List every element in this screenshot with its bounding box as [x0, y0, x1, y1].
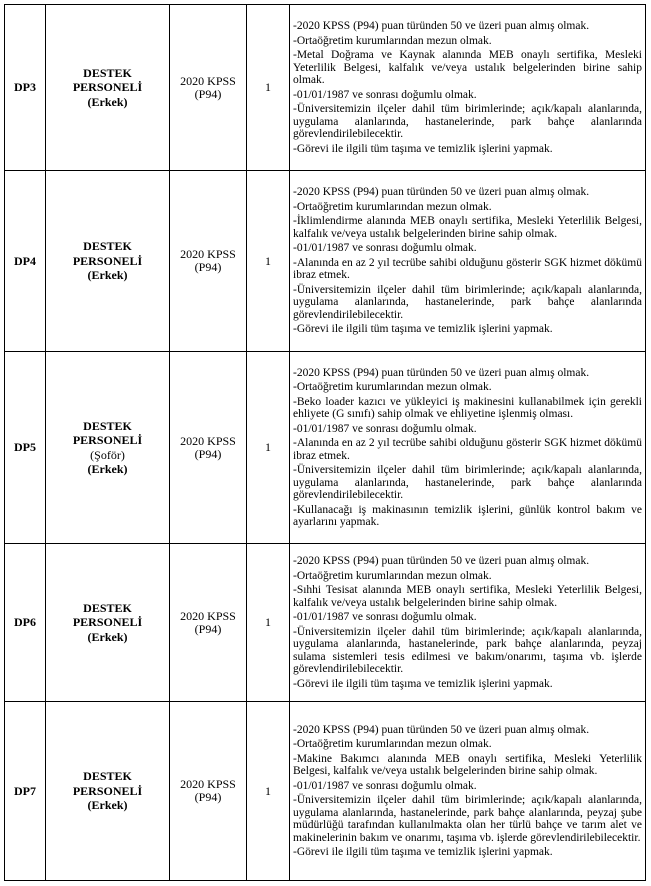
requirement-item: -İklimlendirme alanında MEB onaylı sertifika, Mesleki Yeterlilik Belgesi, kalfalık ve/veya ustalık belgelerinden birine sahip olmak. [293, 215, 642, 240]
exam-type-line2: (P94) [194, 621, 222, 636]
requirement-item: -Sıhhi Tesisat alanında MEB onaylı sertifika, Mesleki Yeterlilik Belgesi, kalfalık ve/veya ustalık belgelerinden birine sahip olmak. [293, 584, 642, 609]
exam-type-line2: (P94) [194, 86, 222, 101]
position-title [46, 171, 170, 352]
position-code: DP4 [5, 171, 46, 352]
requirement-item: -Ortaöğretim kurumlarından mezun olmak. [293, 34, 492, 47]
position-title-gender: (Erkek) [87, 629, 128, 644]
position-title-line1: DESTEK [83, 600, 132, 615]
exam-type-line2: (P94) [194, 446, 222, 461]
position-row [5, 702, 646, 881]
requirements-cell [290, 352, 646, 544]
requirements-cell [290, 171, 646, 352]
requirement-item: -Ortaöğretim kurumlarından mezun olmak. [293, 381, 492, 393]
position-count: 1 [247, 5, 290, 171]
exam-type [170, 702, 247, 881]
requirements-cell [290, 5, 646, 171]
position-title-gender: (Erkek) [87, 268, 128, 283]
positions-table-body [5, 5, 646, 881]
position-title-line1: DESTEK [83, 239, 132, 254]
position-title-line2: PERSONELİ [72, 615, 143, 630]
requirement-item: -Görevi ile ilgili tüm taşıma ve temizlik işlerini yapmak. [293, 677, 553, 690]
position-count: 1 [247, 702, 290, 881]
requirement-item: -01/01/1987 ve sonrası doğumlu olmak. [293, 88, 477, 101]
requirement-item: -2020 KPSS (P94) puan türünden 50 ve üzeri puan almış olmak. [293, 366, 590, 379]
position-code: DP5 [5, 352, 46, 544]
position-title-line1: DESTEK [83, 65, 132, 80]
position-title-line1: DESTEK [83, 418, 132, 433]
position-title [46, 352, 170, 544]
position-count: 1 [247, 544, 290, 702]
requirement-item: -2020 KPSS (P94) puan türünden 50 ve üzeri puan almış olmak. [293, 723, 590, 736]
requirement-item: -01/01/1987 ve sonrası doğumlu olmak. [293, 611, 477, 623]
requirement-item: -Üniversitemizin ilçeler dahil tüm birimlerinde; açık/kapalı alanlarında, uygulama alanlarında, hastanelerinde, park bahçe alanlarında görevlendirilebilecektir. [293, 464, 642, 501]
requirement-item: -2020 KPSS (P94) puan türünden 50 ve üzeri puan almış olmak. [293, 555, 590, 567]
position-code: DP3 [5, 5, 46, 171]
position-count: 1 [247, 171, 290, 352]
requirement-item: -01/01/1987 ve sonrası doğumlu olmak. [293, 422, 477, 435]
position-title-line2: PERSONELİ [72, 433, 143, 447]
requirement-item: -Görevi ile ilgili tüm taşıma ve temizlik işlerini yapmak. [293, 142, 553, 155]
requirement-item: -01/01/1987 ve sonrası doğumlu olmak. [293, 779, 477, 792]
requirement-item: -Alanında en az 2 yıl tecrübe sahibi olduğunu gösterir SGK hizmet dökümü ibraz etmek. [293, 256, 642, 282]
requirement-item: -Görevi ile ilgili tüm taşıma ve temizlik işlerini yapmak. [293, 846, 553, 858]
requirement-item: -Üniversitemizin ilçeler dahil tüm birimlerinde; açık/kapalı alanlarında, uygulama alanlarında, hastanelerinde, park bahçe alanlarında görevlendirilebilecektir. [293, 283, 642, 321]
exam-type-line1: 2020 KPSS [180, 73, 236, 88]
requirement-item: -2020 KPSS (P94) puan türünden 50 ve üzeri puan almış olmak. [293, 20, 590, 32]
exam-type [170, 171, 247, 352]
position-title-note: (Şoför) [90, 447, 125, 462]
position-title-line2: PERSONELİ [72, 80, 143, 95]
requirement-item: -2020 KPSS (P94) puan türünden 50 ve üzeri puan almış olmak. [293, 186, 590, 199]
requirement-item: -Görevi ile ilgili tüm taşıma ve temizlik işlerini yapmak. [293, 323, 553, 336]
position-title [46, 544, 170, 702]
position-count: 1 [247, 352, 290, 544]
position-title-line2: PERSONELİ [72, 783, 143, 798]
requirements-cell [290, 544, 646, 702]
position-code: DP6 [5, 544, 46, 702]
requirement-item: -Üniversitemizin ilçeler dahil tüm birimlerinde; açık/kapalı alanlarında, uygulama alanlarında, hastanelerinde, park bahçe alanlarında görevlendirilebilecektir. [293, 103, 642, 140]
requirement-item: -Metal Doğrama ve Kaynak alanında MEB onaylı sertifika, Mesleki Yeterlilik Belgesi, kalfalık ve/veya ustalık belgelerinden birine sahip olmak. [293, 49, 642, 86]
position-code: DP7 [5, 702, 46, 881]
requirement-item: -01/01/1987 ve sonrası doğumlu olmak. [293, 242, 477, 255]
exam-type-line1: 2020 KPSS [180, 247, 236, 261]
requirements-cell [290, 702, 646, 881]
requirement-item: -Kullanacağı iş makinasının temizlik işlerini, günlük kontrol bakım ve ayarlarını yapmak. [293, 503, 642, 528]
position-title-gender: (Erkek) [87, 94, 128, 109]
exam-type [170, 352, 247, 544]
position-row [5, 171, 646, 352]
requirement-item: -Beko loader kazıcı ve yükleyici iş makinesini kullanabilmek için gerekli ehliyete (G sınıfı) sahip olmak ve ehliyetine işlenmiş olması. [293, 395, 642, 420]
exam-type-line2: (P94) [194, 260, 222, 274]
requirement-item: -Üniversitemizin ilçeler dahil tüm birimlerinde; açık/kapalı alanlarında, uygulama alanlarında, hastanelerinde, park bahçe alanlarında, peyzaj sulama sistemleri tesis edilmesi ve bakım/onarımı, taşıma vb. işlerde görevlendirilebilecektir. [293, 625, 642, 675]
requirement-item: -Ortaöğretim kurumlarından mezun olmak. [293, 738, 492, 750]
positions-table [4, 4, 646, 881]
requirement-item: -Ortaöğretim kurumlarından mezun olmak. [293, 200, 492, 213]
requirement-item: -Ortaöğretim kurumlarından mezun olmak. [293, 569, 492, 582]
exam-type-line1: 2020 KPSS [180, 608, 236, 623]
position-row [5, 5, 646, 171]
requirement-item: -Makine Bakımcı alanında MEB onaylı sertifika, Mesleki Yeterlilik Belgesi, kalfalık ve/veya ustalık belgelerinden birine sahip olmak. [293, 752, 642, 777]
position-row [5, 352, 646, 544]
position-title-gender: (Erkek) [87, 462, 128, 476]
position-title [46, 702, 170, 881]
position-title [46, 5, 170, 171]
exam-type [170, 5, 247, 171]
exam-type-line2: (P94) [194, 790, 222, 804]
requirement-item: -Alanında en az 2 yıl tecrübe sahibi olduğunu gösterir SGK hizmet dökümü ibraz etmek. [293, 437, 642, 462]
exam-type-line1: 2020 KPSS [180, 433, 236, 448]
position-title-gender: (Erkek) [87, 798, 128, 813]
exam-type-line1: 2020 KPSS [180, 777, 236, 791]
position-title-line1: DESTEK [83, 769, 132, 784]
position-title-line2: PERSONELİ [72, 253, 143, 268]
position-row [5, 544, 646, 702]
requirement-item: -Üniversitemizin ilçeler dahil tüm birimlerinde; açık/kapalı alanlarında, uygulama alanlarında, hastanelerinde, park bahçe alanlarında, peyzaj şube müdürlüğü tarafından kullanılmakta olan her türlü bahçe ve tarım alet ve makinelerinin bakım ve onarımı, taşıma vb. işlerde görevlendirilebilecektir. [293, 794, 642, 844]
exam-type [170, 544, 247, 702]
